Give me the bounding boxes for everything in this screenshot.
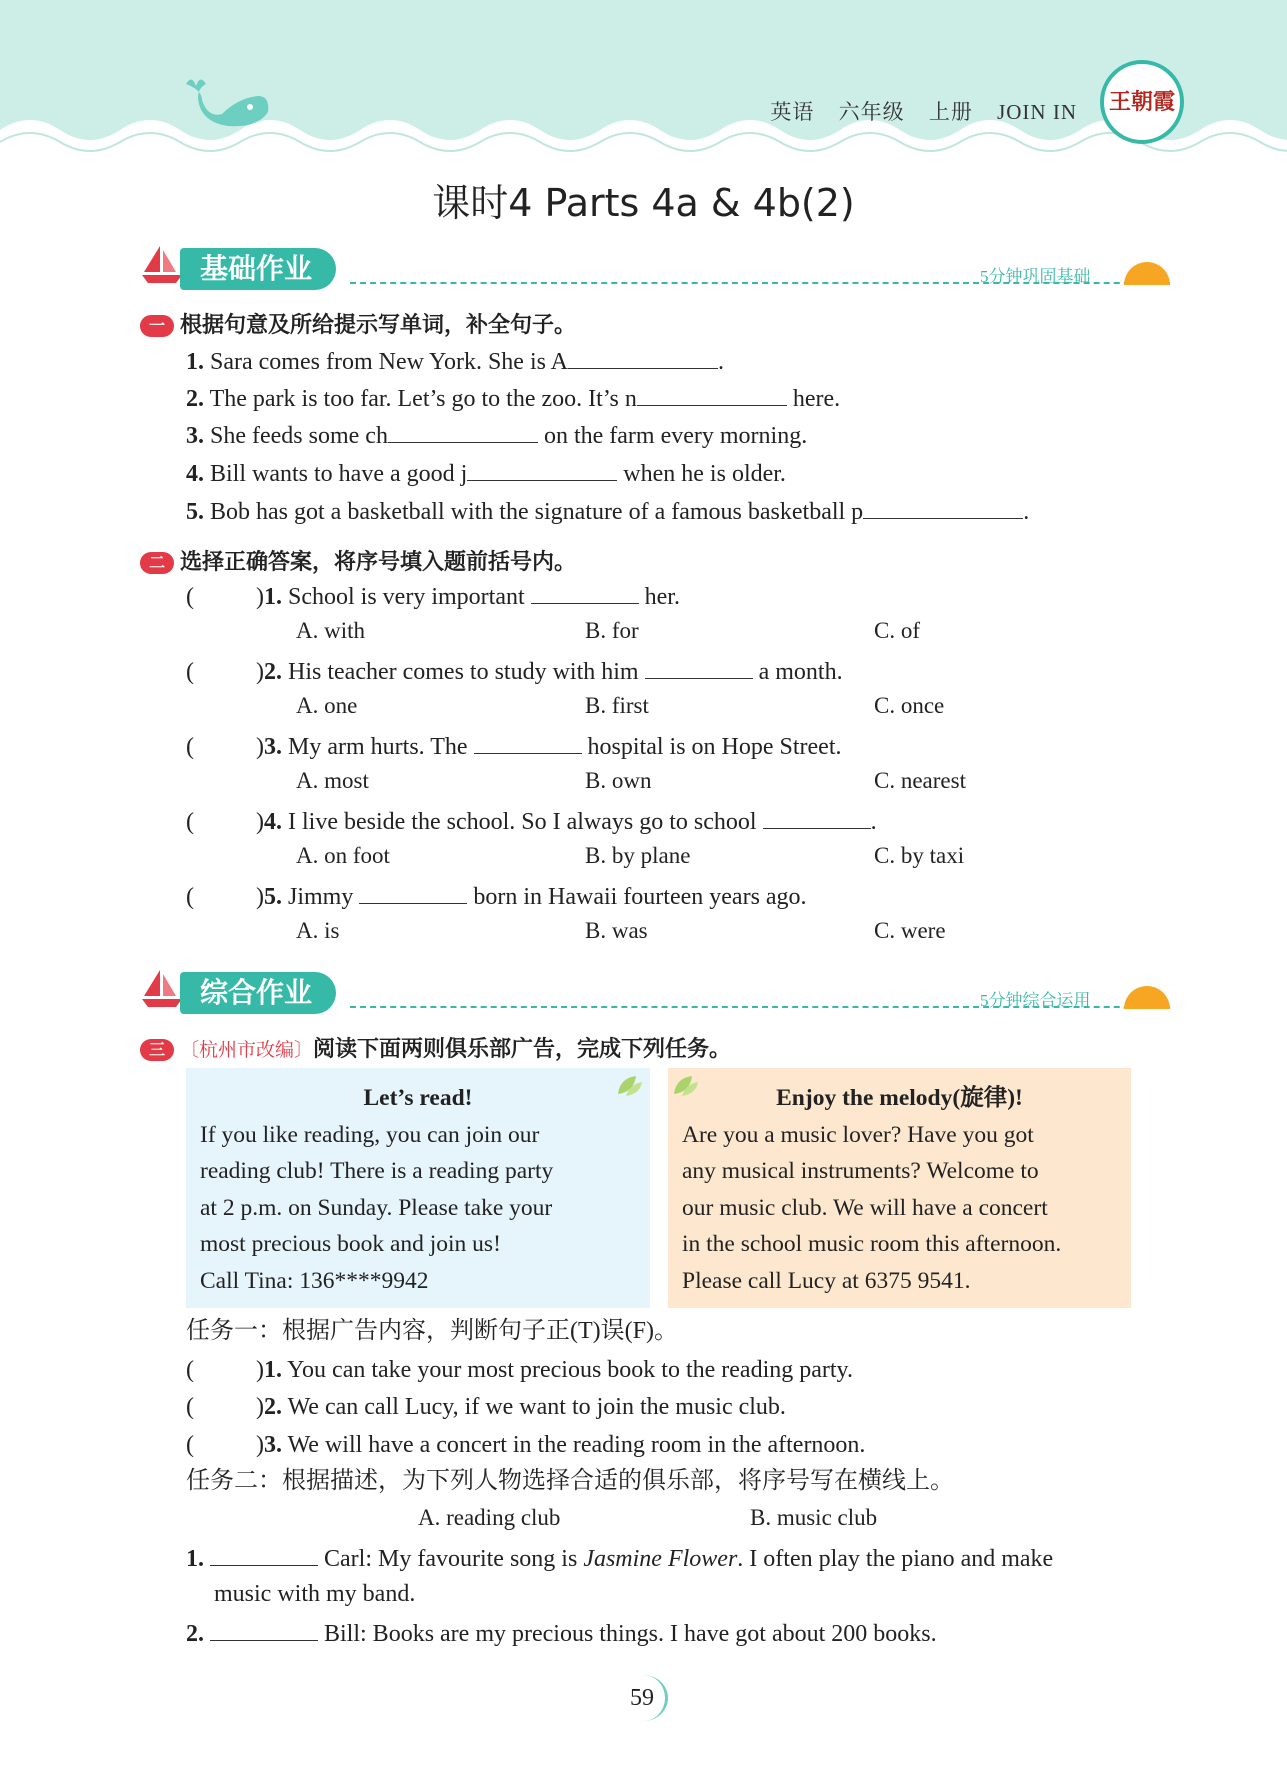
task2-item-cont: music with my band.	[214, 1581, 416, 1607]
answer-blank[interactable]	[210, 1541, 318, 1566]
ad-line: any musical instruments? Welcome to	[682, 1158, 1039, 1184]
ad-line: in the school music room this afternoon.	[682, 1231, 1062, 1257]
item-number: 3.	[264, 734, 282, 760]
item-text: hospital is on Hope Street.	[587, 734, 842, 760]
option-c: C. once	[874, 693, 945, 718]
ad-line: at 2 p.m. on Sunday. Please take your	[200, 1194, 553, 1221]
q1-item	[186, 456, 786, 490]
item-number: 1.	[264, 584, 282, 610]
item-number: 3.	[264, 1432, 282, 1458]
leaf-icon	[672, 1074, 700, 1098]
option-b: B. by plane	[585, 843, 691, 868]
task2-option-a: A. reading club	[418, 1505, 561, 1530]
item-text: Jimmy	[288, 884, 354, 910]
item-number: 4.	[264, 809, 282, 835]
q1-item	[186, 494, 1029, 528]
brand-logo-text: 王朝霞	[1108, 90, 1175, 115]
item-text: She feeds some ch	[210, 423, 388, 449]
item-text: a month.	[758, 659, 843, 685]
answer-blank	[763, 804, 871, 829]
header-volume: 上册	[928, 100, 973, 124]
page-title: 课时4 Parts 4a & 4b(2)	[432, 181, 855, 225]
q2-item: ( )1. School is very important her.	[186, 579, 680, 613]
option-a: A. one	[296, 693, 358, 718]
answer-paren[interactable]	[194, 1353, 256, 1377]
item-number: 2.	[264, 1394, 282, 1420]
item-text: Bob has got a basketball with the signature of a famous basketball p	[210, 499, 864, 525]
header-subject: 英语	[770, 100, 815, 124]
q3-number: 三	[140, 1039, 174, 1061]
answer-paren[interactable]	[194, 880, 256, 904]
section-basic-note: 5分钟巩固基础	[980, 267, 1091, 286]
item-text: when he is older.	[617, 461, 786, 487]
item-text: You can take your most precious book to the reading party.	[287, 1357, 853, 1383]
item-number: 3.	[186, 423, 204, 449]
item-text: We can call Lucy, if we want to join the music club.	[287, 1394, 786, 1420]
reading-club-ad	[186, 1068, 650, 1308]
item-text: Bill wants to have a good j	[210, 461, 468, 487]
answer-paren[interactable]	[194, 1428, 256, 1452]
item-text: .	[870, 809, 877, 835]
answer-blank[interactable]	[568, 344, 718, 369]
item-text: We will have a concert in the reading room in the afternoon.	[287, 1432, 866, 1458]
item-text: His teacher comes to study with him	[288, 659, 639, 685]
ad-line: If you like reading, you can join our	[200, 1121, 540, 1148]
item-text: The park is too far. Let’s go to the zoo. It’s n	[209, 386, 637, 412]
sun-icon	[1124, 262, 1170, 285]
q2-item: ( )4. I live beside the school. So I always go to school .	[186, 804, 877, 838]
q2-number: 二	[140, 552, 174, 574]
option-c: C. were	[874, 918, 946, 943]
ad-line: reading club! There is a reading party	[200, 1158, 554, 1184]
ad-line: most precious book and join us!	[200, 1231, 501, 1257]
item-number: 1.	[186, 1546, 204, 1572]
answer-paren[interactable]	[194, 730, 256, 754]
header-series: JOIN IN	[997, 100, 1077, 124]
q2-heading	[140, 545, 576, 576]
answer-paren[interactable]	[194, 1390, 256, 1414]
option-c: C. by taxi	[874, 843, 965, 868]
q1-heading	[140, 308, 576, 339]
sun-icon	[1124, 986, 1170, 1009]
q2-instruction: 选择正确答案，将序号填入题前括号内。	[180, 550, 577, 575]
page-number-value: 59	[619, 1675, 668, 1721]
section-basic-label: 基础作业	[180, 248, 336, 290]
answer-paren[interactable]	[194, 655, 256, 679]
q2-item: ( )5. Jimmy born in Hawaii fourteen years ago.	[186, 879, 807, 913]
ad-title: Let’s read!	[363, 1085, 473, 1111]
answer-blank	[474, 729, 582, 754]
item-text: .	[1023, 499, 1030, 525]
item-text: here.	[786, 386, 841, 412]
answer-blank[interactable]	[210, 1616, 318, 1641]
answer-blank[interactable]	[388, 418, 538, 443]
item-text: born in Hawaii fourteen years ago.	[473, 884, 807, 910]
task1-item: ( )3. We will have a concert in the reading room in the afternoon.	[186, 1428, 865, 1461]
ad-line: Call Tina: 136****9942	[200, 1267, 429, 1294]
option-c: C. nearest	[874, 768, 966, 793]
whale-icon	[178, 74, 273, 136]
item-text: I live beside the school. So I always go to school	[288, 809, 757, 835]
task1-instruction: 任务一：根据广告内容，判断句子正(T)误(F)。	[186, 1318, 678, 1344]
item-number: 5.	[186, 499, 204, 525]
answer-blank	[531, 579, 639, 604]
item-text: .	[717, 349, 724, 375]
option-c: C. of	[874, 618, 920, 643]
item-number: 1.	[264, 1357, 282, 1383]
sailboat-icon	[140, 244, 184, 284]
item-text: Sara comes from New York. She is A	[210, 349, 568, 375]
option-a: A. on foot	[296, 843, 390, 868]
song-title: Jasmine Flower	[583, 1546, 738, 1572]
item-number: 4.	[186, 461, 204, 487]
ad-line: our music club. We will have a concert	[682, 1194, 1048, 1221]
q1-item	[186, 381, 840, 415]
leaf-icon	[616, 1074, 644, 1098]
q1-item	[186, 344, 724, 378]
item-text: on the farm every morning.	[537, 423, 808, 449]
brand-logo	[1100, 60, 1184, 144]
option-b: B. was	[585, 918, 648, 943]
section-comprehensive-label: 综合作业	[180, 972, 336, 1014]
sailboat-icon	[140, 968, 184, 1008]
item-number: 1.	[186, 349, 204, 375]
item-number: 5.	[264, 884, 282, 910]
item-text: Bill: Books are my precious things. I have got about 200 books.	[324, 1621, 937, 1647]
page-number	[0, 1675, 1287, 1721]
task1-item: ( )2. We can call Lucy, if we want to join the music club.	[186, 1390, 786, 1423]
option-a: A. with	[296, 618, 365, 643]
q2-item: ( )3. My arm hurts. The hospital is on Hope Street.	[186, 729, 842, 763]
item-text: My arm hurts. The	[288, 734, 468, 760]
item-text: her.	[644, 584, 680, 610]
q1-instruction: 根据句意及所给提示写单词，补全句子。	[180, 313, 577, 338]
option-a: A. most	[296, 768, 369, 793]
task2-item	[186, 1616, 937, 1650]
task2-item	[186, 1541, 1053, 1575]
q1-item	[186, 418, 807, 452]
item-text: Carl: My favourite song is	[324, 1546, 584, 1572]
answer-paren[interactable]	[194, 580, 256, 604]
q1-number: 一	[140, 315, 174, 337]
q3-source: 〔杭州市改编〕	[180, 1039, 314, 1061]
item-text: . I often play the piano and make	[737, 1546, 1054, 1572]
answer-blank[interactable]	[637, 381, 787, 406]
ad-title: Enjoy the melody(旋律)!	[776, 1085, 1023, 1111]
q3-heading	[140, 1032, 731, 1063]
section-comprehensive-note: 5分钟综合运用	[980, 991, 1091, 1010]
q2-item: ( )2. His teacher comes to study with him a month.	[186, 654, 843, 688]
item-number: 2.	[186, 386, 204, 412]
option-a: A. is	[296, 918, 340, 943]
task2-option-b: B. music club	[750, 1505, 878, 1530]
answer-blank[interactable]	[863, 494, 1023, 519]
ad-line: Please call Lucy at 6375 9541.	[682, 1267, 971, 1294]
q3-instruction: 阅读下面两则俱乐部广告，完成下列任务。	[313, 1037, 732, 1062]
header-grade: 六年级	[838, 100, 905, 124]
header-meta	[752, 96, 1077, 126]
task2-instruction: 任务二：根据描述，为下列人物选择合适的俱乐部，将序号写在横线上。	[186, 1468, 954, 1494]
item-number: 2.	[186, 1621, 204, 1647]
option-b: B. own	[585, 768, 652, 793]
option-b: B. first	[585, 693, 649, 718]
answer-blank	[645, 654, 753, 679]
answer-blank[interactable]	[467, 456, 617, 481]
task1-item: ( )1. You can take your most precious book to the reading party.	[186, 1353, 853, 1386]
answer-blank	[359, 879, 467, 904]
music-club-ad	[668, 1068, 1131, 1308]
answer-paren[interactable]	[194, 805, 256, 829]
item-number: 2.	[264, 659, 282, 685]
ad-line: Are you a music lover? Have you got	[682, 1121, 1034, 1148]
option-b: B. for	[585, 618, 639, 643]
item-text: School is very important	[288, 584, 525, 610]
